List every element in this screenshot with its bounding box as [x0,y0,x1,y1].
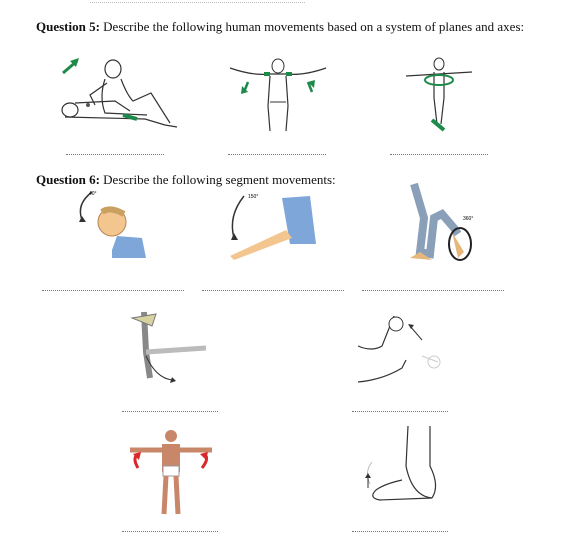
answer-blank-5-2[interactable] [228,154,326,156]
answer-blank-5-3[interactable] [390,154,488,156]
neck-flexion-figure [72,186,152,261]
ankle-figure [362,426,442,506]
elbow-flexion-figure [352,306,447,396]
lateral-flexion-figure [126,428,216,518]
answer-blank-6-3[interactable] [362,290,504,292]
answer-blank-5-1[interactable] [66,154,164,156]
shoulder-flexion-figure [224,186,324,261]
answer-blank-6-5[interactable] [352,411,448,413]
abduction-figure [228,56,328,136]
question-5-label: Question 5: [36,19,100,34]
rotation-figure [404,56,474,136]
question-6-label: Question 6: [36,172,100,187]
question-5-text: Describe the following human movements based on a system of planes and axes: [103,19,525,34]
answer-blank-6-6[interactable] [122,531,218,533]
foot-circumduction-figure [402,184,482,264]
question-5-heading [36,19,536,34]
question-6-text: Describe the following segment movements: [103,172,336,187]
situp-figure [55,55,180,135]
neck-angle-label: 40° [89,191,97,197]
arm-angle-label: 150° [248,194,259,200]
answer-blank-6-7[interactable] [352,531,448,533]
foot-angle-label: 360° [463,216,474,222]
answer-blank-6-1[interactable] [42,290,184,292]
top-rule [90,2,305,3]
answer-blank-6-2[interactable] [202,290,344,292]
answer-blank-6-4[interactable] [122,411,218,413]
elbow-skeleton-figure [126,308,216,388]
